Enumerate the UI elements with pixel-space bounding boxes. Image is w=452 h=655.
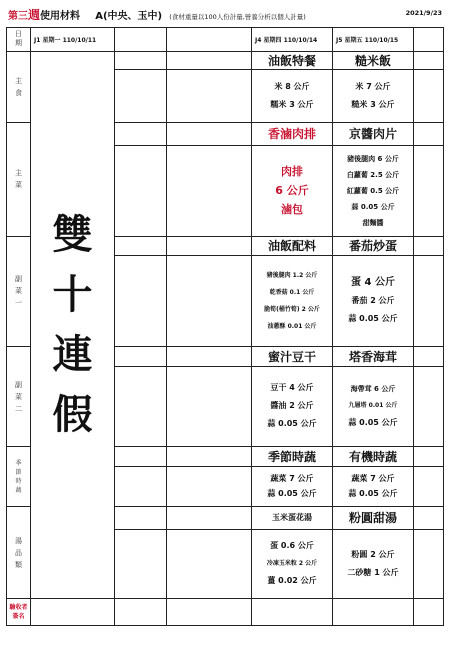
j4-side1-items: 豬後腿肉 1.2 公斤 乾香菇 0.1 公斤 脆筍(桶竹筍) 2 公斤 油蔥酥 0.01 公斤 bbox=[252, 256, 333, 347]
header-date: 2021/9/23 bbox=[405, 9, 442, 17]
j5-soup-dish: 粉圓甜湯 bbox=[333, 507, 414, 530]
soup-label: 湯品類 bbox=[15, 536, 22, 569]
blank-header-1 bbox=[115, 28, 167, 52]
veg-label: 季節時蔬 bbox=[15, 459, 22, 494]
holiday-cell bbox=[31, 51, 115, 598]
holiday-char-4: 假 bbox=[52, 391, 93, 438]
j4-veg-items: 蔬菜 7 公斤 蒜 0.05 公斤 bbox=[252, 466, 333, 506]
week-prefix: 第三 bbox=[8, 11, 28, 22]
j5-side1-dish: 番茄炒蛋 bbox=[333, 236, 414, 256]
j5-soup-items: 粉圓 2 公斤 二砂糖 1 公斤 bbox=[333, 529, 414, 598]
column-header-row bbox=[7, 28, 444, 52]
side1-label-cell bbox=[7, 236, 31, 346]
j4-veg-dish: 季節時蔬 bbox=[252, 447, 333, 467]
staple-label: 主食 bbox=[15, 76, 22, 97]
j5-main-items: 豬後腿肉 6 公斤 白蘿蔔 2.5 公斤 紅蘿蔔 0.5 公斤 蒜 0.05 公斤 甜麵醬 bbox=[333, 145, 414, 236]
j4-main-items: 肉排 6 公斤 滷包 bbox=[252, 145, 333, 236]
j4-staple-items: 米 8 公斤 糯米 3 公斤 bbox=[252, 70, 333, 123]
j4-soup-items: 蛋 0.6 公斤 冷凍玉米粒 2 公斤 薑 0.02 公斤 bbox=[252, 529, 333, 598]
sign-label: 驗收者簽名 bbox=[9, 604, 28, 620]
j5-staple-dish: 糙米飯 bbox=[333, 51, 414, 70]
signature-row bbox=[7, 599, 444, 626]
side2-label-cell bbox=[7, 347, 31, 447]
j5-staple-items: 米 7 公斤 糙米 3 公斤 bbox=[333, 70, 414, 123]
side1-label: 副菜一 bbox=[15, 275, 22, 308]
week-mid: 週 bbox=[28, 8, 41, 22]
header-title: 使用材料 bbox=[40, 11, 81, 22]
j1-sign-cell bbox=[31, 599, 115, 626]
main-label: 主菜 bbox=[15, 169, 22, 190]
soup-label-cell bbox=[7, 507, 31, 599]
blank-header-2 bbox=[167, 28, 252, 52]
staple-label-cell bbox=[7, 51, 31, 122]
j5-side2-items: 海帶茸 6 公斤 九層塔 0.01 公斤 蒜 0.05 公斤 bbox=[333, 366, 414, 447]
j4-soup-dish: 玉米蛋花湯 bbox=[252, 507, 333, 530]
j5-side2-dish: 塔香海茸 bbox=[333, 347, 414, 367]
date-label: 日期 bbox=[15, 30, 22, 48]
veg-label-cell bbox=[7, 447, 31, 507]
j4-side2-items: 豆干 4 公斤 醬油 2 公斤 蒜 0.05 公斤 bbox=[252, 366, 333, 447]
main-label-cell bbox=[7, 123, 31, 237]
area-label: A(中央、玉中) bbox=[95, 11, 163, 22]
blank-header-3 bbox=[414, 28, 444, 52]
document-header bbox=[8, 6, 448, 22]
holiday-char-1: 雙 bbox=[52, 211, 93, 258]
j5-header: J5 星期五 110/10/15 bbox=[333, 28, 414, 52]
j4-side2-dish: 蜜汁豆干 bbox=[252, 347, 333, 367]
j5-sign-cell bbox=[333, 599, 414, 626]
j5-veg-dish: 有機時蔬 bbox=[333, 447, 414, 467]
menu-table bbox=[6, 27, 444, 626]
side2-label: 副菜二 bbox=[15, 380, 22, 413]
holiday-char-3: 連 bbox=[52, 331, 93, 378]
j5-veg-items: 蔬菜 7 公斤 蒜 0.05 公斤 bbox=[333, 466, 414, 506]
holiday-char-2: 十 bbox=[52, 271, 93, 318]
staple-dish-row bbox=[7, 51, 444, 70]
j4-sign-cell bbox=[252, 599, 333, 626]
sign-label-cell bbox=[7, 599, 31, 626]
j4-staple-dish: 油飯特餐 bbox=[252, 51, 333, 70]
j5-main-dish: 京醬肉片 bbox=[333, 123, 414, 146]
header-note: (食材重量以100人份計量,營養分析以個人計量) bbox=[169, 13, 306, 21]
j1-header: J1 星期一 110/10/11 bbox=[31, 28, 115, 52]
j4-main-dish: 香滷肉排 bbox=[252, 123, 333, 146]
j4-side1-dish: 油飯配料 bbox=[252, 236, 333, 256]
j5-side1-items: 蛋 4 公斤 番茄 2 公斤 蒜 0.05 公斤 bbox=[333, 256, 414, 347]
j4-header: J4 星期四 110/10/14 bbox=[252, 28, 333, 52]
date-label-cell bbox=[7, 28, 31, 52]
